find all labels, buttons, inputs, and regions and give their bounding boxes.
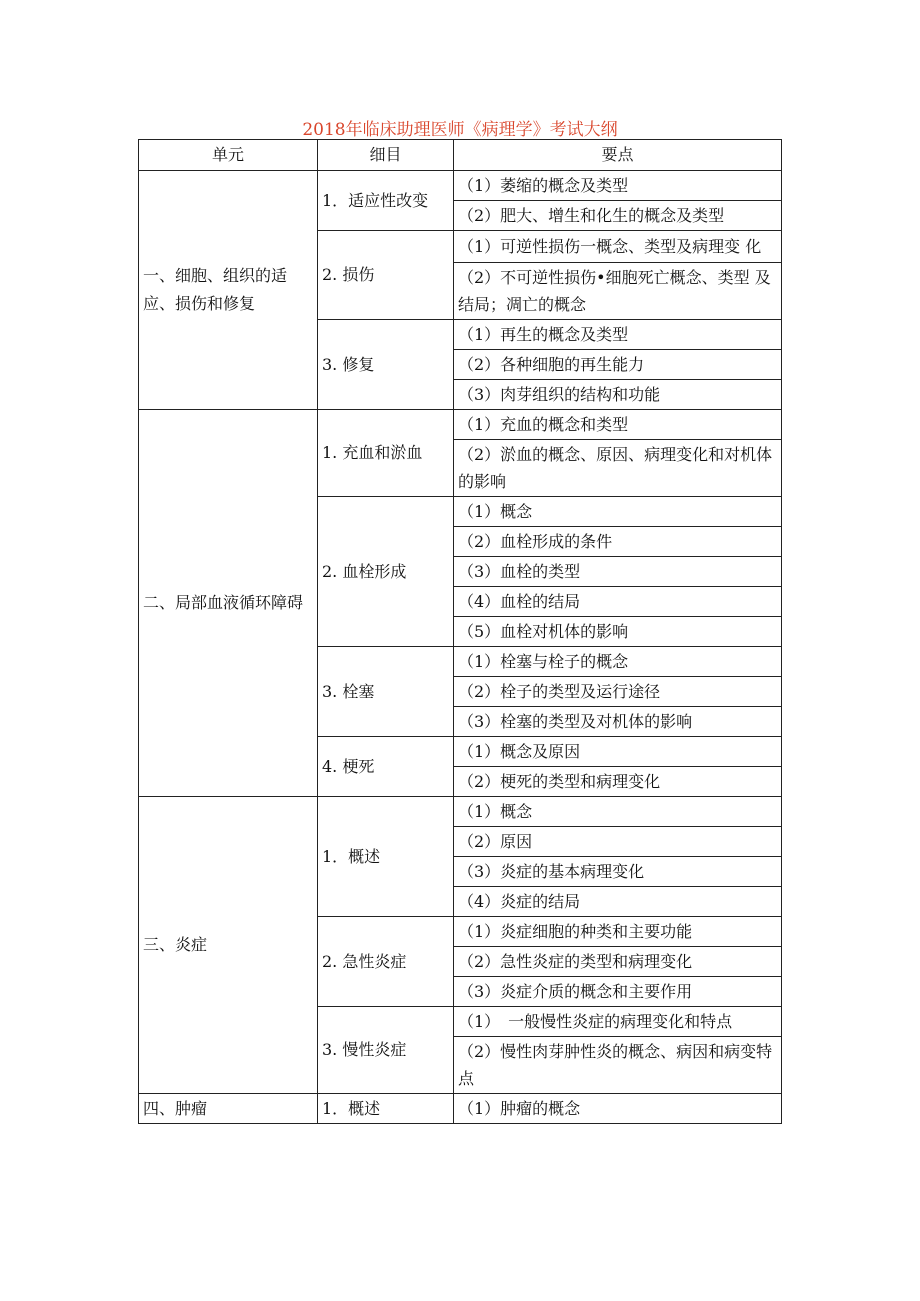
point-cell: （1）充血的概念和类型 bbox=[454, 410, 782, 440]
outline-table bbox=[138, 139, 782, 1124]
point-cell: （2）栓子的类型及运行途径 bbox=[454, 677, 782, 707]
table-row bbox=[139, 171, 782, 201]
item-cell: 1．适应性改变 bbox=[318, 171, 454, 231]
item-cell: 3. 栓塞 bbox=[318, 647, 454, 737]
unit-cell: 四、肿瘤 bbox=[139, 1094, 318, 1124]
item-cell: 1. 充血和淤血 bbox=[318, 410, 454, 497]
point-cell: （1）概念及原因 bbox=[454, 737, 782, 767]
point-cell: （2）原因 bbox=[454, 827, 782, 857]
point-cell: （1）可逆性损伤一概念、类型及病理变 化 bbox=[454, 231, 782, 263]
header-item: 细目 bbox=[318, 140, 454, 171]
point-cell: （2）肥大、增生和化生的概念及类型 bbox=[454, 201, 782, 231]
table-row bbox=[139, 797, 782, 827]
point-cell: （1）肿瘤的概念 bbox=[454, 1094, 782, 1124]
point-cell: （1）概念 bbox=[454, 497, 782, 527]
unit-cell: 三、炎症 bbox=[139, 797, 318, 1094]
table-row bbox=[139, 410, 782, 440]
point-cell: （1）栓塞与栓子的概念 bbox=[454, 647, 782, 677]
header-unit: 单元 bbox=[139, 140, 318, 171]
point-cell: （3）血栓的类型 bbox=[454, 557, 782, 587]
point-cell: （2）血栓形成的条件 bbox=[454, 527, 782, 557]
table-row bbox=[139, 1094, 782, 1124]
point-cell: （3）炎症介质的概念和主要作用 bbox=[454, 977, 782, 1007]
document-title: 2018年临床助理医师《病理学》考试大纲 bbox=[302, 120, 618, 140]
header-row bbox=[139, 140, 782, 171]
item-cell: 2. 血栓形成 bbox=[318, 497, 454, 647]
point-cell: （4）血栓的结局 bbox=[454, 587, 782, 617]
item-cell: 1．概述 bbox=[318, 1094, 454, 1124]
point-cell: （2）各种细胞的再生能力 bbox=[454, 350, 782, 380]
point-cell: （5）血栓对机体的影响 bbox=[454, 617, 782, 647]
item-cell: 3. 修复 bbox=[318, 320, 454, 410]
point-cell: （1）概念 bbox=[454, 797, 782, 827]
unit-cell: 二、局部血液循环障碍 bbox=[139, 410, 318, 797]
point-cell: （1） 一般慢性炎症的病理变化和特点 bbox=[454, 1007, 782, 1037]
item-cell: 3. 慢性炎症 bbox=[318, 1007, 454, 1094]
point-cell: （2）急性炎症的类型和病理变化 bbox=[454, 947, 782, 977]
item-cell: 2. 损伤 bbox=[318, 231, 454, 320]
point-cell: （1）萎缩的概念及类型 bbox=[454, 171, 782, 201]
point-cell: （2）淤血的概念、原因、病理变化和对机体的影响 bbox=[454, 440, 782, 497]
point-cell: （2）不可逆性损伤•细胞死亡概念、类型 及结局；凋亡的概念 bbox=[454, 263, 782, 320]
unit-cell: 一、细胞、组织的适应、损伤和修复 bbox=[139, 171, 318, 410]
item-cell: 2. 急性炎症 bbox=[318, 917, 454, 1007]
point-cell: （1）再生的概念及类型 bbox=[454, 320, 782, 350]
point-cell: （2）梗死的类型和病理变化 bbox=[454, 767, 782, 797]
point-cell: （3）炎症的基本病理变化 bbox=[454, 857, 782, 887]
point-cell: （4）炎症的结局 bbox=[454, 887, 782, 917]
point-cell: （3）栓塞的类型及对机体的影响 bbox=[454, 707, 782, 737]
header-point: 要点 bbox=[454, 140, 782, 171]
item-cell: 1．概述 bbox=[318, 797, 454, 917]
point-cell: （3）肉芽组织的结构和功能 bbox=[454, 380, 782, 410]
item-cell: 4. 梗死 bbox=[318, 737, 454, 797]
point-cell: （2）慢性肉芽肿性炎的概念、病因和病变特点 bbox=[454, 1037, 782, 1094]
point-cell: （1）炎症细胞的种类和主要功能 bbox=[454, 917, 782, 947]
